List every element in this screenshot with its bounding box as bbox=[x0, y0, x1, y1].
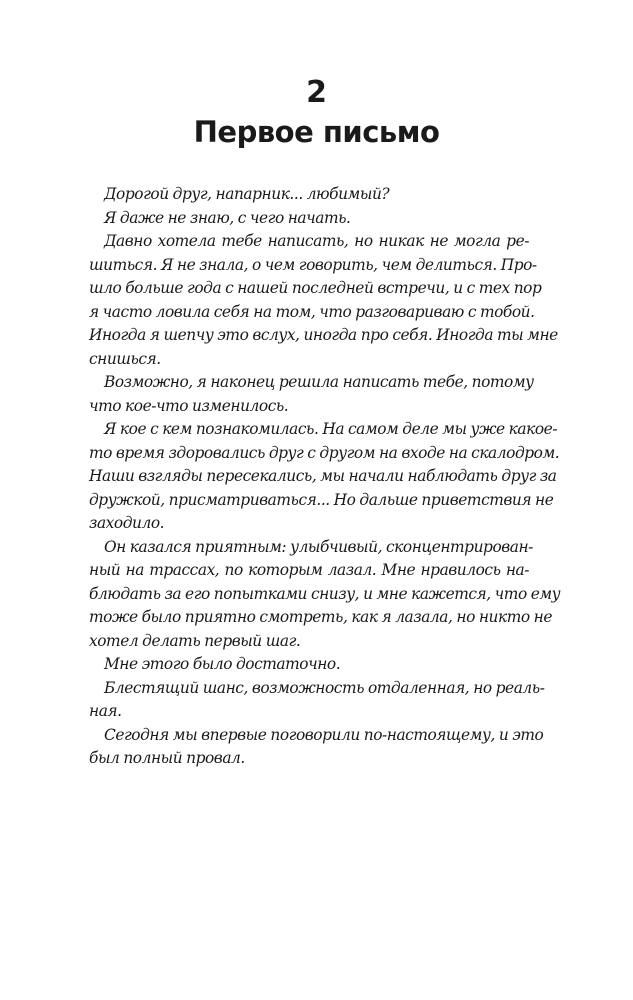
text-line: хотел делать первый шаг. bbox=[89, 631, 301, 650]
text-line: Наши взгляды пересекались, мы начали наблюдать друг за bbox=[89, 467, 557, 485]
text-line: был полный провал. bbox=[89, 749, 245, 767]
text-line: блюдать за его попытками снизу, и мне кажется, что ему bbox=[89, 584, 561, 603]
text-line: шло больше года с нашей последней встречи, и с тех пор bbox=[89, 279, 542, 297]
text-line: Он казался приятным: улыбчивый, сконцентрирован- bbox=[104, 537, 533, 556]
text-line: Давно хотела тебе написать, но никак не могла ре- bbox=[104, 232, 529, 250]
text-line: я часто ловила себя на том, что разговариваю с тобой. bbox=[89, 302, 535, 321]
text-line: ная. bbox=[89, 702, 122, 720]
text-line: заходило. bbox=[89, 514, 165, 532]
text-line: Я даже не знаю, с чего начать. bbox=[104, 208, 351, 227]
text-line: Блестящий шанс, возможность отдаленная, но реаль- bbox=[104, 678, 545, 697]
text-line: снишься. bbox=[89, 349, 161, 368]
text-line: Иногда я шепчу это вслух, иногда про себя. Иногда ты мне bbox=[89, 326, 558, 344]
text-line: Возможно, я наконец решила написать тебе, потому bbox=[104, 373, 534, 391]
text-line: что кое-что изменилось. bbox=[89, 396, 289, 415]
text-line: шиться. Я не знала, о чем говорить, чем делиться. Про- bbox=[89, 255, 537, 274]
letter-body bbox=[89, 183, 561, 771]
text-line: дружкой, присматриваться... Но дальше приветствия не bbox=[89, 490, 554, 509]
text-line: Сегодня мы впервые поговорили по-настоящему, и это bbox=[104, 725, 544, 744]
text-line: Мне этого было достаточно. bbox=[104, 655, 341, 673]
text-line: то время здоровались друг с другом на входе на скалодром. bbox=[89, 443, 560, 462]
chapter-title: Первое письмо bbox=[193, 115, 440, 149]
text-line: тоже было приятно смотреть, как я лазала, но никто не bbox=[89, 608, 552, 626]
text-line: Я кое с кем познакомилась. На самом деле мы уже какое- bbox=[104, 420, 558, 438]
text-line: Дорогой друг, напарник... любимый? bbox=[104, 185, 390, 203]
text-line: ный на трассах, по которым лазал. Мне нравилось на- bbox=[89, 561, 529, 579]
chapter-number: 2 bbox=[306, 75, 327, 110]
